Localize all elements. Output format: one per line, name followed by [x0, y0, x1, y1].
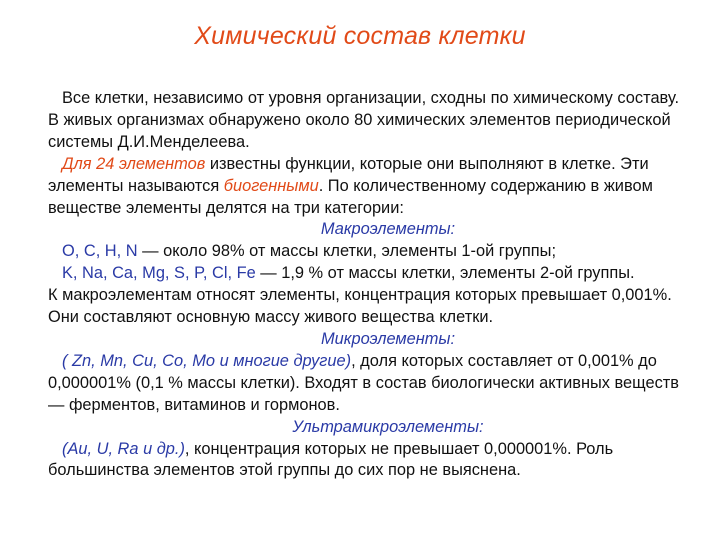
macro-heading: Макроэлементы: [320, 220, 456, 239]
macro-group-2-elements: K, Na, Ca, Mg, S, P, Cl, Fe [62, 264, 256, 283]
ultra-elements: (Au, U, Ra и др.) [62, 439, 185, 458]
macro-group-1-elements: O, C, H, N [62, 242, 138, 261]
functions-text-1: известны функции, которые они выполняют в клетке. Эти элементы называются [48, 154, 649, 195]
micro-elements: ( Zn, Mn, Cu, Co, Mo и многие другие) [62, 351, 352, 370]
functions-text-2: . По количественному содержанию в живом веществе элементы делятся на три категории: [48, 176, 653, 217]
slide-content [48, 88, 688, 482]
ultra-paragraph [48, 439, 688, 483]
ultra-heading: Ультрамикроэлементы: [292, 417, 484, 436]
intro-paragraph [48, 88, 688, 154]
functions-highlight: Для 24 элементов [62, 154, 206, 173]
slide-title: Химический состав клетки [194, 22, 526, 50]
macro-description-text: К макроэлементам относят элементы, концентрация которых превышает 0,001%. Они составляют основную массу живого вещества клетки. [48, 286, 672, 327]
macro-group-2 [48, 263, 688, 285]
macro-group-1 [48, 241, 688, 263]
ultra-text: , концентрация которых не превышает 0,000001%. Роль большинства элементов этой группы до сих пор не выяснена. [48, 439, 614, 480]
micro-paragraph [48, 351, 688, 417]
macro-description [48, 285, 688, 329]
micro-text: , доля которых составляет от 0,001% до 0,000001% (0,1 % массы клетки). Входят в состав биологически активных веществ — ферментов, витаминов и гормонов. [48, 351, 679, 414]
macro-group-1-text: — около 98% от массы клетки, элементы 1-ой группы; [137, 242, 557, 261]
micro-heading: Микроэлементы: [320, 329, 456, 348]
macro-group-2-text: — 1,9 % от массы клетки, элементы 2-ой группы. [255, 264, 635, 283]
functions-paragraph [48, 154, 688, 220]
intro-text: Все клетки, независимо от уровня организации, сходны по химическому составу. В живых организмах обнаружено около 80 химических элементов периодической системы Д.И.Менделеева. [48, 89, 680, 151]
biogenic-term: биогенными [223, 176, 319, 195]
